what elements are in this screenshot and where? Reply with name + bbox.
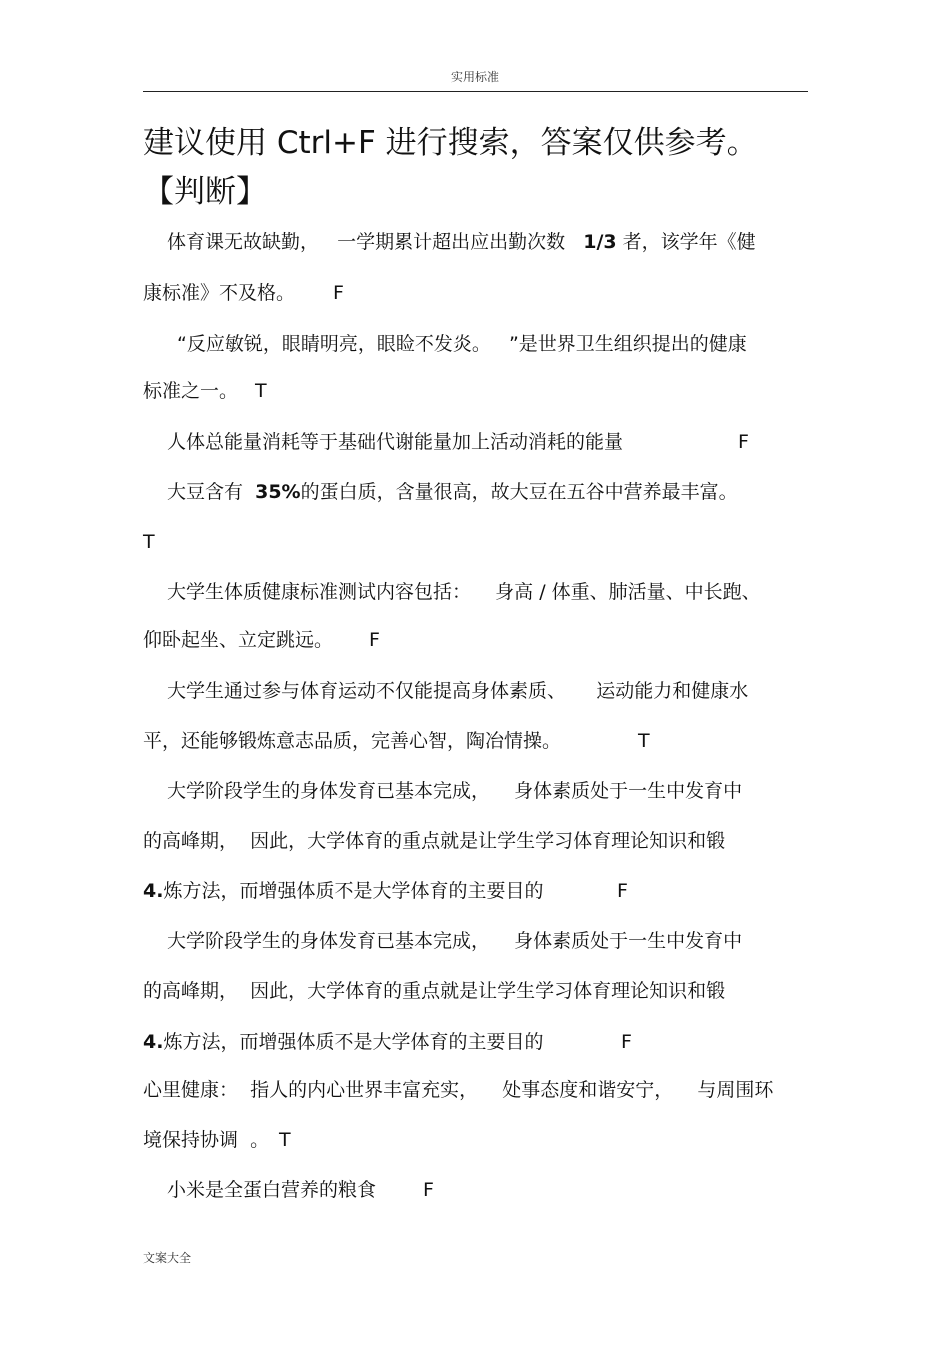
- answer-1: F: [333, 282, 344, 304]
- answer-10: F: [423, 1179, 434, 1201]
- page-header: 实用标准: [450, 70, 499, 84]
- answer-6: T: [638, 730, 650, 752]
- page-footer: 文案大全: [143, 1251, 192, 1265]
- answer-8: F: [621, 1031, 632, 1053]
- answer-2: T: [255, 380, 267, 402]
- section-heading: 【判断】: [143, 174, 267, 210]
- answer-4: T: [143, 531, 155, 553]
- answer-3: F: [738, 431, 749, 453]
- header-rule: [143, 91, 808, 92]
- answer-5: F: [369, 629, 380, 651]
- answer-7: F: [617, 880, 628, 902]
- answer-9: T: [279, 1129, 291, 1151]
- title-line-1: 建议使用 Ctrl+F 进行搜索，答案仅供参考。: [143, 125, 758, 161]
